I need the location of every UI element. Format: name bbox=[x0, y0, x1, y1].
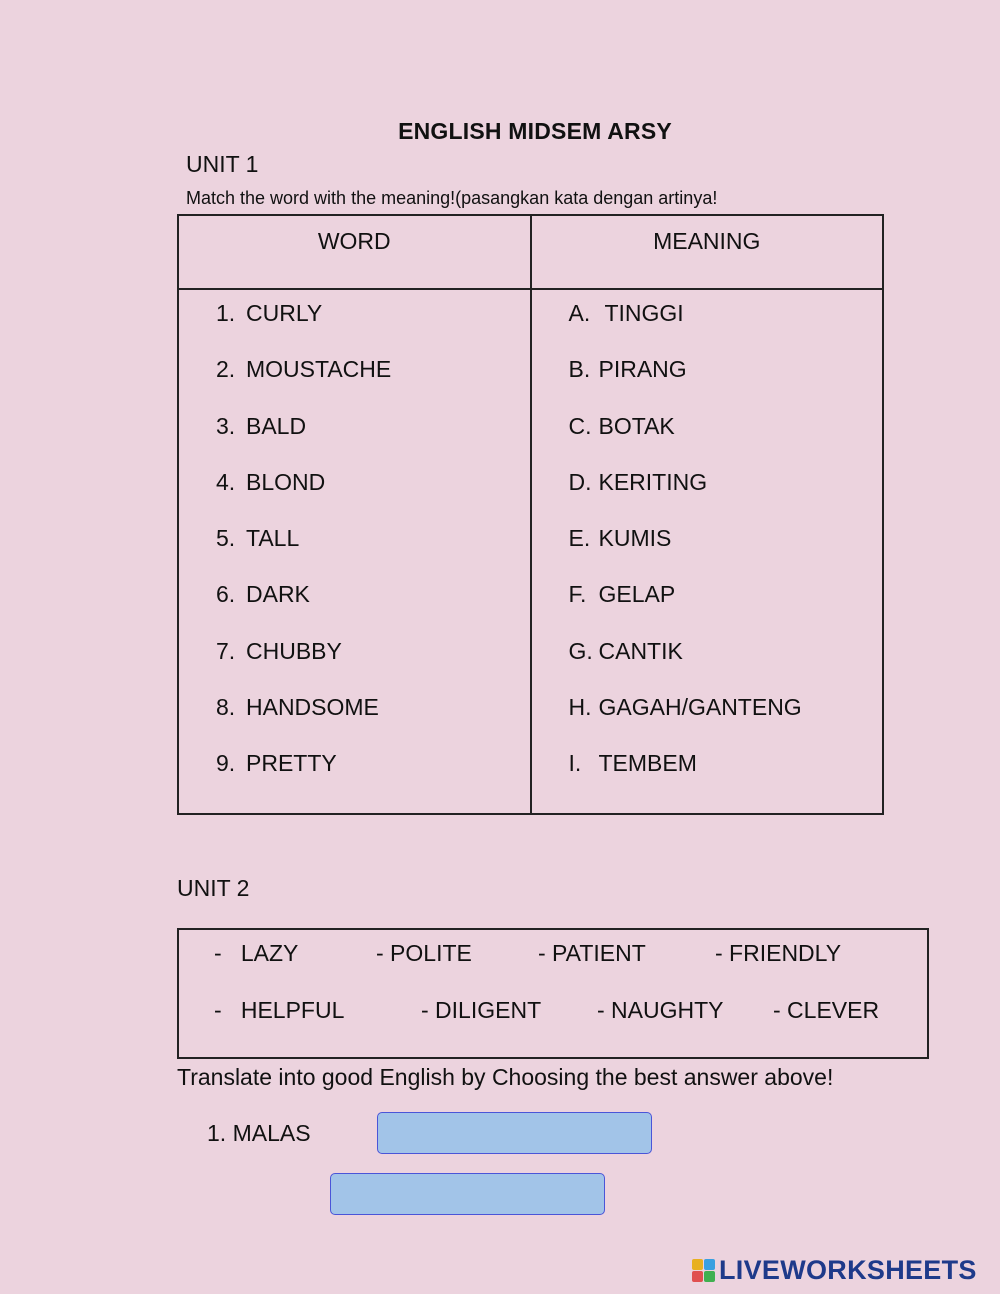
word-bank-option: - POLITE bbox=[376, 940, 472, 966]
meaning-item-marker: E. bbox=[568, 525, 591, 552]
meaning-item-marker: A. bbox=[568, 300, 591, 326]
meaning-item-marker: H. bbox=[568, 694, 592, 721]
meaning-item bbox=[569, 469, 883, 525]
liveworksheets-logo bbox=[692, 1255, 977, 1285]
word-item-text: CURLY bbox=[246, 300, 323, 326]
word-bank-option: - FRIENDLY bbox=[715, 940, 842, 966]
meaning-item bbox=[569, 750, 883, 806]
meaning-item-text: KUMIS bbox=[598, 525, 672, 552]
word-item-text: TALL bbox=[246, 525, 300, 552]
word-item-marker: 8. bbox=[216, 694, 236, 721]
word-item-text: DARK bbox=[246, 581, 310, 608]
meaning-item-marker: B. bbox=[568, 356, 591, 383]
meaning-item bbox=[569, 300, 883, 356]
word-item-marker: 9. bbox=[216, 750, 236, 777]
word-item bbox=[216, 356, 530, 412]
word-item bbox=[216, 581, 530, 637]
word-item-text: CHUBBY bbox=[246, 637, 342, 664]
matching-table bbox=[177, 214, 884, 815]
answer-input-1[interactable] bbox=[377, 1112, 652, 1154]
unit1-instruction: Match the word with the meaning!(pasangkan kata dengan artinya! bbox=[186, 188, 718, 208]
logo-tile bbox=[704, 1259, 715, 1270]
word-item bbox=[216, 694, 530, 750]
meaning-item-text: PIRANG bbox=[598, 356, 687, 383]
unit2-heading: UNIT 2 bbox=[177, 875, 250, 901]
meaning-item-text: BOTAK bbox=[598, 412, 675, 439]
word-item bbox=[216, 300, 530, 356]
logo-tile bbox=[704, 1271, 715, 1282]
word-item-marker: 2. bbox=[216, 356, 236, 383]
meaning-item bbox=[569, 638, 883, 694]
meaning-list bbox=[532, 290, 883, 807]
answer-input-2[interactable] bbox=[330, 1173, 605, 1215]
word-bank-option: - LAZY bbox=[214, 940, 299, 966]
liveworksheets-logo-text: LIVEWORKSHEETS bbox=[719, 1254, 977, 1285]
word-bank-option: - CLEVER bbox=[773, 997, 880, 1023]
word-bank-option: - HELPFUL bbox=[214, 997, 345, 1023]
word-item bbox=[216, 638, 530, 694]
logo-tile bbox=[692, 1259, 703, 1270]
meaning-item bbox=[569, 694, 883, 750]
liveworksheets-logo-icon bbox=[692, 1259, 715, 1282]
word-item bbox=[216, 413, 530, 469]
meaning-item-marker: D. bbox=[568, 468, 592, 495]
meaning-item-marker: F. bbox=[568, 581, 587, 608]
word-item-text: HANDSOME bbox=[246, 694, 379, 721]
unit2-instruction: Translate into good English by Choosing the best answer above! bbox=[177, 1064, 834, 1090]
word-item bbox=[216, 750, 530, 806]
meaning-item bbox=[569, 581, 883, 637]
word-list bbox=[179, 290, 530, 807]
word-item-marker: 1. bbox=[216, 300, 236, 326]
meaning-item-marker: C. bbox=[568, 412, 592, 439]
word-item bbox=[216, 469, 530, 525]
col-header-word: WORD bbox=[178, 215, 531, 289]
word-bank-option: - PATIENT bbox=[538, 940, 646, 966]
word-item-text: MOUSTACHE bbox=[246, 356, 392, 383]
meaning-column bbox=[531, 289, 884, 814]
meaning-item-text: KERITING bbox=[598, 468, 708, 495]
word-item-marker: 7. bbox=[216, 637, 236, 664]
word-item-marker: 4. bbox=[216, 468, 236, 495]
logo-tile bbox=[692, 1271, 703, 1282]
meaning-item bbox=[569, 356, 883, 412]
meaning-item bbox=[569, 525, 883, 581]
meaning-item-text: GELAP bbox=[598, 581, 676, 608]
word-bank-option: - NAUGHTY bbox=[597, 997, 724, 1023]
meaning-item-text: TINGGI bbox=[598, 300, 684, 326]
meaning-item-text: CANTIK bbox=[598, 637, 683, 664]
col-header-meaning: MEANING bbox=[531, 215, 884, 289]
word-item-marker: 3. bbox=[216, 412, 236, 439]
word-item-text: BALD bbox=[246, 412, 307, 439]
meaning-item-text: GAGAH/GANTENG bbox=[598, 694, 802, 721]
word-item-marker: 5. bbox=[216, 525, 236, 552]
word-bank-option: - DILIGENT bbox=[421, 997, 542, 1023]
word-item-marker: 6. bbox=[216, 581, 236, 608]
meaning-item-text: TEMBEM bbox=[598, 750, 697, 777]
question-1-label: 1. MALAS bbox=[207, 1120, 311, 1146]
word-item-text: PRETTY bbox=[246, 750, 337, 777]
page-title: ENGLISH MIDSEM ARSY bbox=[398, 118, 672, 144]
word-item bbox=[216, 525, 530, 581]
unit1-heading: UNIT 1 bbox=[186, 151, 259, 177]
meaning-item bbox=[569, 413, 883, 469]
word-bank-box bbox=[177, 928, 929, 1059]
word-item-text: BLOND bbox=[246, 468, 326, 495]
word-column bbox=[178, 289, 531, 814]
meaning-item-marker: G. bbox=[568, 637, 593, 664]
meaning-item-marker: I. bbox=[568, 750, 582, 777]
